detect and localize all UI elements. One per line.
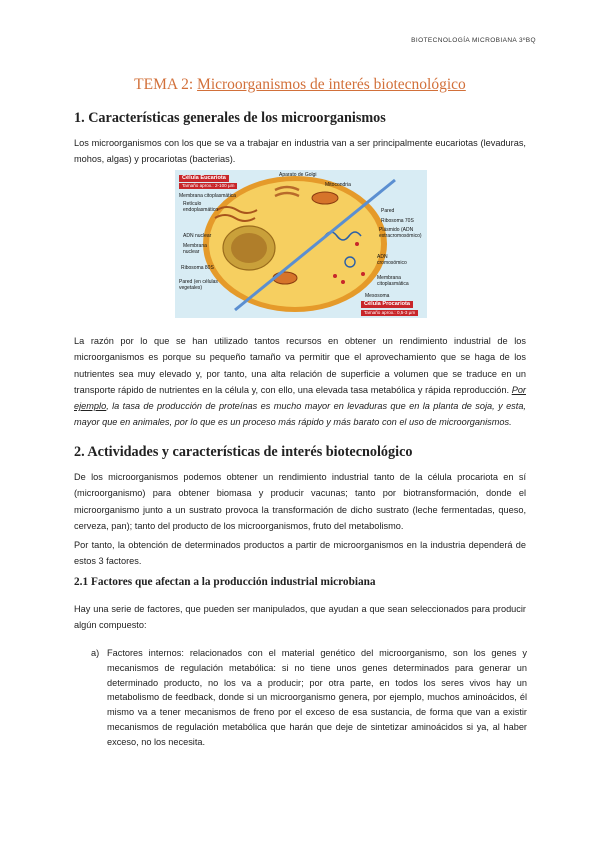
label-wall-right: Pared [381,208,395,214]
ribosome-shape [355,242,359,246]
paragraph2-regular: La razón por lo que se han utilizado tantos recursos en obtener un rendimiento industrial de los microorganismos es porque su pequeño tamaño va permitir que el aprovechamiento que se haga de los nutrientes sea muy elevado y, por tanto, una alta relación de superficie a volumen que se traduce en un transporte rápido de nutrientes en la célula y, con ello, una elevada tasa metabólica y rápida reproducción. [74,336,526,395]
title-subject: Microorganismos de interés biotecnológico [197,76,466,93]
label-er: Retículo endoplasmático [183,201,219,213]
title-prefix: TEMA 2: [134,76,198,93]
section1-paragraph2 [74,333,526,431]
eukaryote-tag: Célula Eucariota [179,175,229,182]
section1-heading: 1. Características generales de los microorganismos [74,110,386,126]
label-plasmid: Plásmido (ADN extracromosómico) [379,227,422,239]
nucleolus-shape [231,233,267,263]
mitochondria-shape [312,192,338,204]
label-ribosome-70s: Ribosoma 70S [381,218,414,224]
ribosome-shape [341,280,345,284]
label-nuclear-dna: ADN nuclear [183,233,212,239]
cell-diagram [175,170,427,318]
section2-paragraph2: Por tanto, la obtención de determinados productos a partir de microorganismos en la industria dependerá de estos 3 factores. [74,540,526,567]
section2-1-intro: Hay una serie de factores, que pueden ser manipulados, que ayudan a que sean seleccionados para producir algún compuesto: [74,604,526,631]
label-mesosome: Mesosoma [365,293,390,299]
label-cell-membrane-left: Membrana citoplasmática [179,193,236,199]
ribosome-shape [361,272,365,276]
prokaryote-tag: Célula Procariota [361,301,413,308]
label-mitochondria: Mitocondria [325,182,351,188]
section2-paragraph1: De los microorganismos podemos obtener un rendimiento industrial tanto de la célula procariota en sí (microorganismo) para obtener biomasa y producir vacunas; tanto por biotransformación, donde el microorganismo junto a un sustrato provoca la transformación de dicho sustrato (leche fermentadas, queso, cerveza, pan); tanto del producto de los microorganismos, fruto del metabolismo. [74,472,526,531]
course-tag: BIOTECNOLOGÍA MICROBIANA 3ºBQ [411,37,536,44]
section2-1-heading: 2.1 Factores que afectan a la producción industrial microbiana [74,576,376,588]
label-chromosomal-dna: ADN cromosómico [377,254,407,266]
prokaryote-size: Tamaño aprox.: 0,5-3 µm [361,310,418,316]
label-nuclear-membrane: Membrana nuclear [183,243,207,255]
list-marker: a) [91,648,100,658]
label-cell-membrane-right: Membrana citoplasmática [377,275,409,287]
section2-heading: 2. Actividades y características de interés biotecnológico [74,444,413,460]
label-wall-left: Pared (en células vegetales) [179,279,218,291]
eukaryote-size: Tamaño aprox.: 2-100 µm [179,183,237,189]
list-item-text: Factores internos: relacionados con el material genético del microorganismo, son los genes y mecanismos de regulación metabólica: si no tiene unos genes determinados para generar un determinado producto, no los va a producir; por otra parte, en todos los seres vivos hay un metabolismo de feedback, donde si un microorganismo genera, por ejemplo, muchos aminoácidos, él mismo va a tener mecanismos de freno por el exceso de esa sustancia, de forma que van a existir mecanismos de regulación metabólica que harán que deje de sintetizar aminoácidos si ya, al haber exceso, no los necesita. [107,648,527,747]
label-ribosome-80s: Ribosoma 80S [181,265,214,271]
paragraph2-italic: , la tasa de producción de proteínas es mucho mayor en levaduras que en la planta de soja, y esta, mayor que en animales, por lo que es un proceso más rápido y más barato con el uso de microorganismos. [74,401,526,428]
page-title [0,76,600,94]
ribosome-shape [333,274,337,278]
label-golgi: Aparato de Golgi [279,172,317,178]
section1-intro: Los microorganismos con los que se va a trabajar en industria van a ser principalmente eucariotas (levaduras, mohos, algas) y procariotas (bacterias). [74,138,526,165]
paragraph2-link: Por ejemplo [74,384,526,412]
